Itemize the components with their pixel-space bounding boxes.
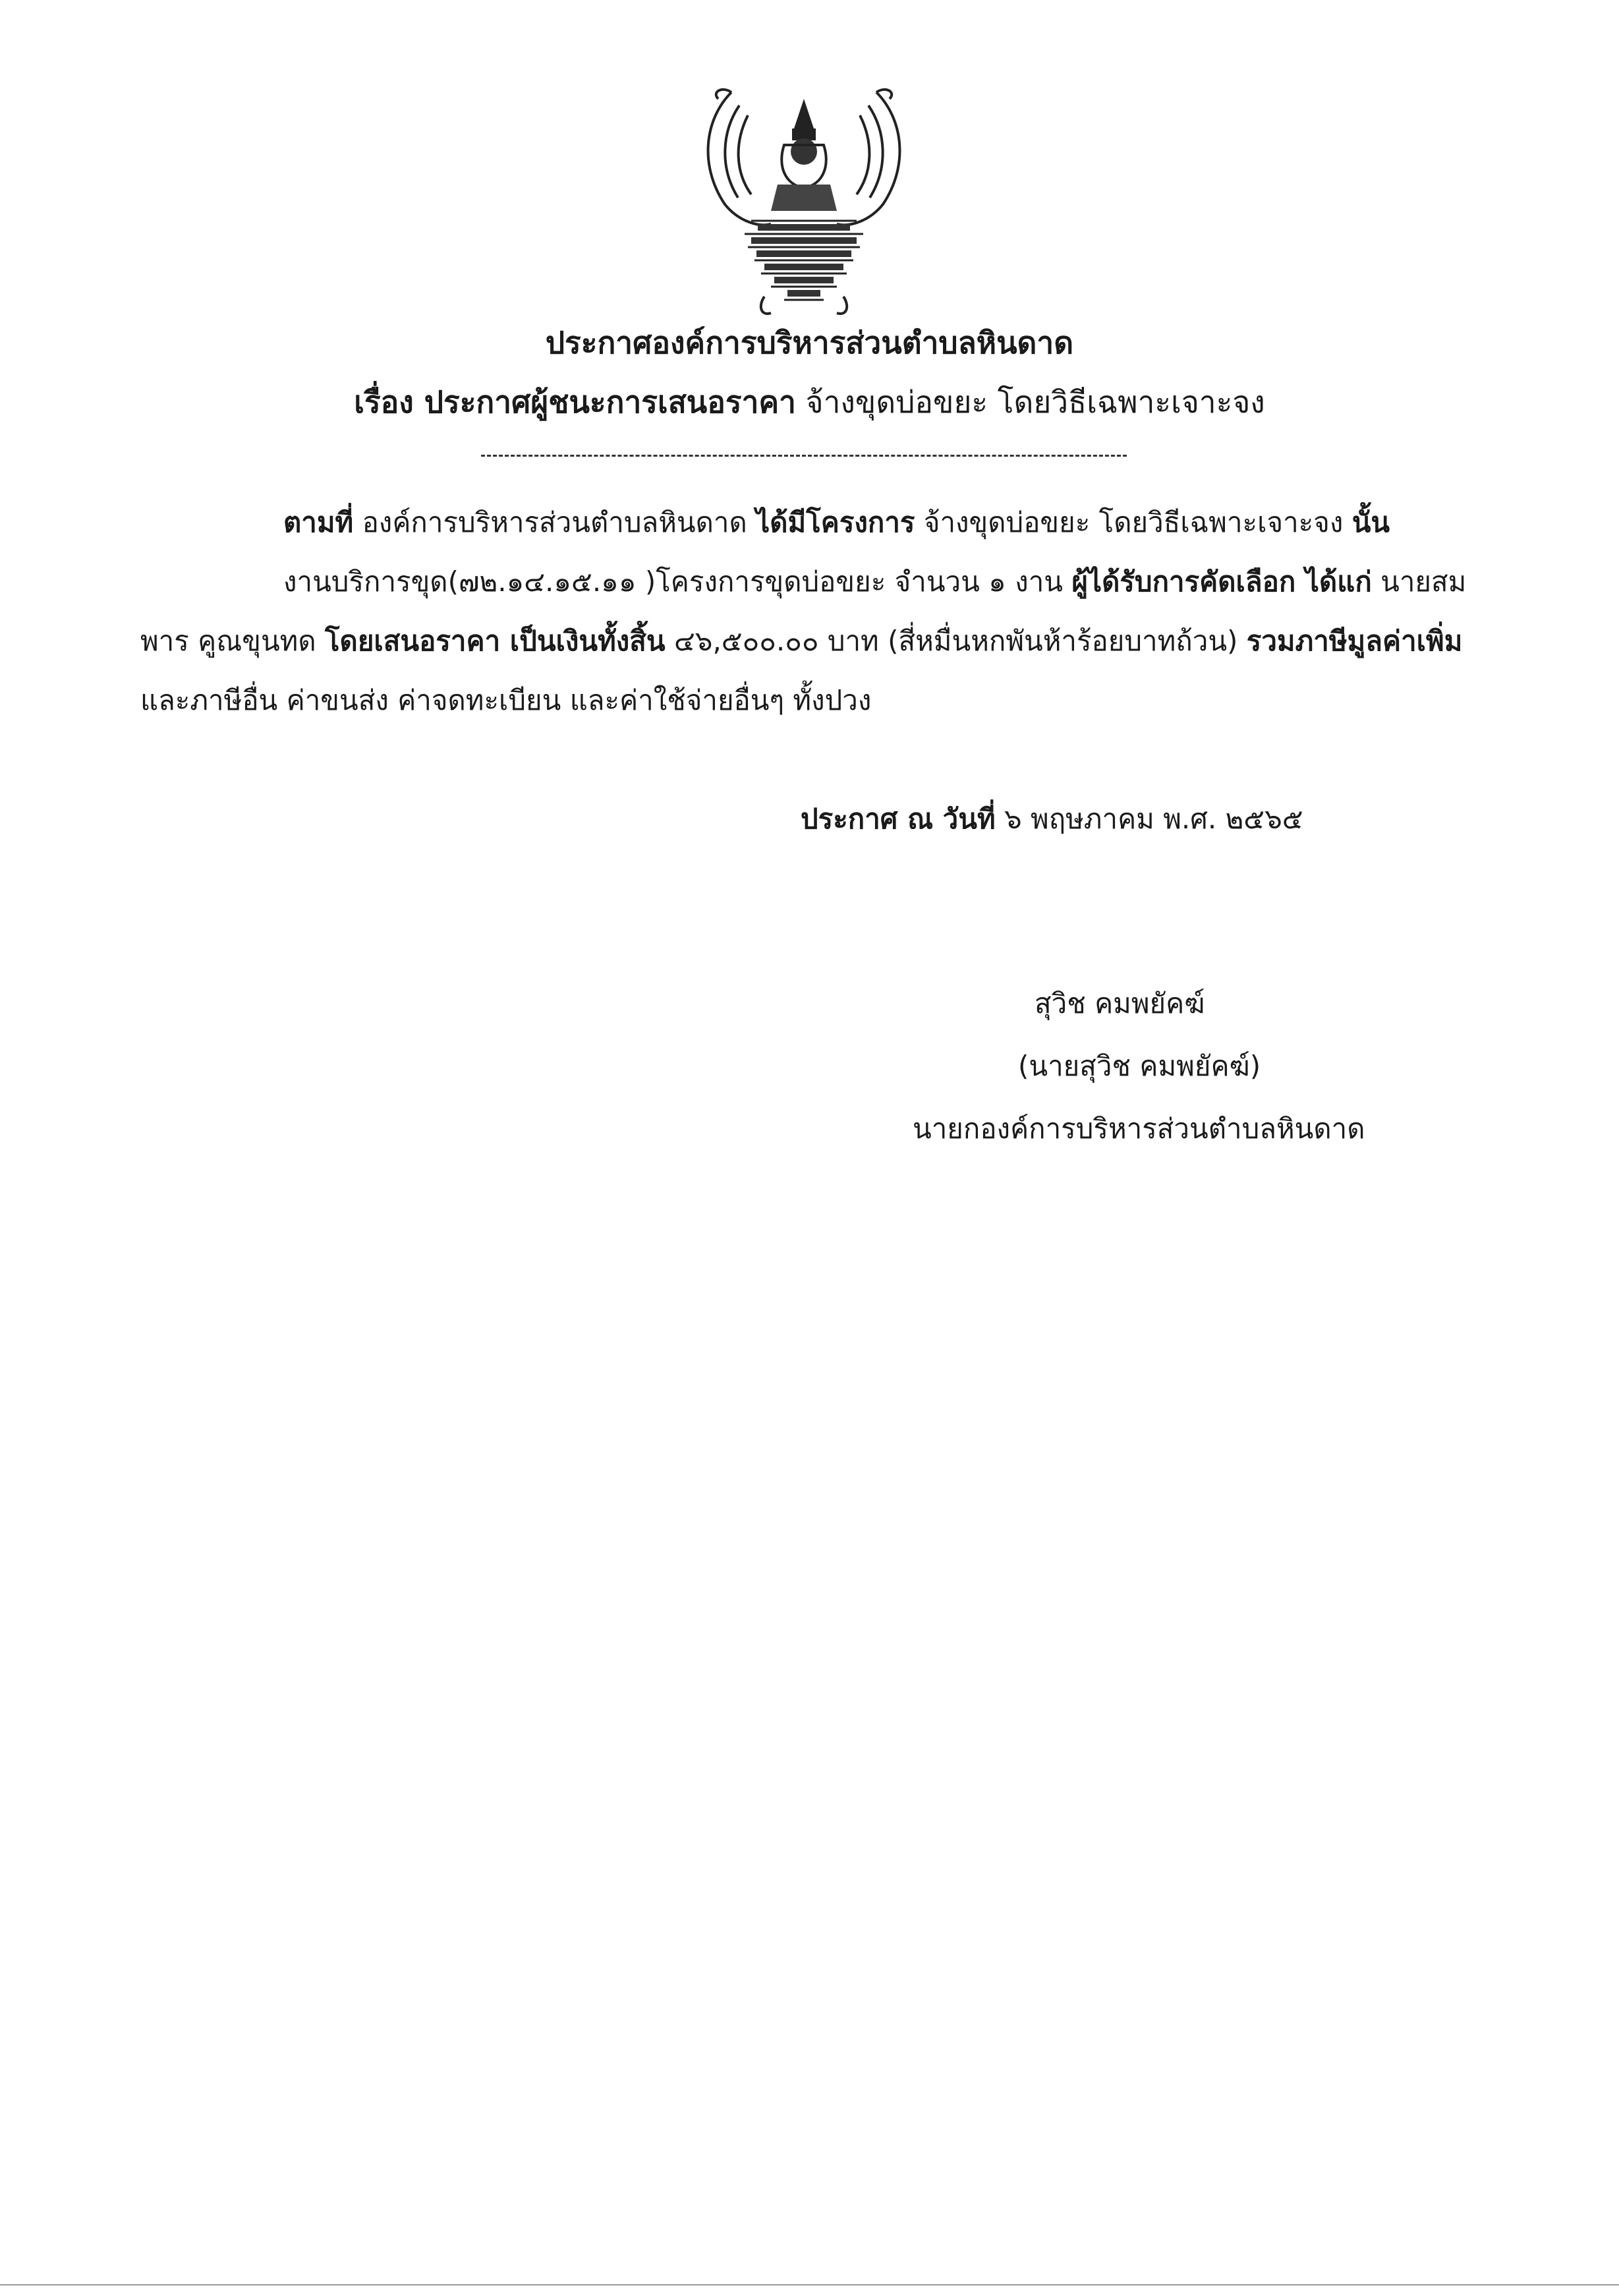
text: พาร คูณขุนทด — [140, 625, 325, 657]
text: องค์การบริหารส่วนตำบลหินดาด — [353, 506, 756, 538]
date-value: ๖ พฤษภาคม พ.ศ. ๒๕๖๕ — [995, 803, 1303, 835]
text-bold: ได้มีโครงการ — [756, 506, 915, 538]
garuda-emblem-icon — [685, 79, 923, 323]
signature-full-name: (นายสุวิช คมพยัคฆ์) — [1018, 1050, 1261, 1082]
body-line-1 — [283, 504, 1390, 541]
announcement-title: ประกาศองค์การบริหารส่วนตำบลหินดาด — [545, 325, 1074, 360]
body-line-3 — [140, 623, 1462, 660]
text-bold: ตามที่ — [283, 506, 354, 538]
signature-name: สุวิช คมพยัคฆ์ — [1035, 987, 1205, 1019]
date-label: ประกาศ ณ วันที่ — [801, 803, 996, 835]
text-bold: รวมภาษีมูลค่าเพิ่ม — [1246, 625, 1463, 657]
text: จ้างขุดบ่อขยะ โดยวิธีเฉพาะเจาะจง — [915, 506, 1352, 538]
text-bold: นั้น — [1351, 506, 1390, 538]
text: งานบริการขุด(๗๒.๑๔.๑๕.๑๑ )โครงการขุดบ่อขยะ จำนวน ๑ งาน — [283, 565, 1072, 598]
subject-bold: เรื่อง ประกาศผู้ชนะการเสนอราคา — [354, 384, 797, 420]
text-bold: ผู้ได้รับการคัดเลือก ได้แก่ — [1071, 565, 1372, 598]
subject-normal: จ้างขุดบ่อขยะ โดยวิธีเฉพาะเจาะจง — [796, 384, 1265, 420]
page-bottom-edge — [0, 2284, 1619, 2285]
dashed-divider — [481, 455, 1127, 457]
announcement-date — [801, 801, 1303, 838]
announcement-subject — [0, 382, 1619, 422]
body-line-4: และภาษีอื่น ค่าขนส่ง ค่าจดทะเบียน และค่าใช้จ่ายอื่นๆ ทั้งปวง — [140, 684, 872, 716]
text-bold: โดยเสนอราคา เป็นเงินทั้งสิ้น — [324, 625, 666, 657]
body-line-2 — [283, 563, 1466, 600]
text: นายสม — [1371, 565, 1467, 598]
text: ๔๖,๕๐๐.๐๐ บาท (สี่หมื่นหกพันห้าร้อยบาทถ้วน) — [665, 625, 1247, 657]
signature-position: นายกองค์การบริหารส่วนตำบลหินดาด — [913, 1112, 1365, 1145]
